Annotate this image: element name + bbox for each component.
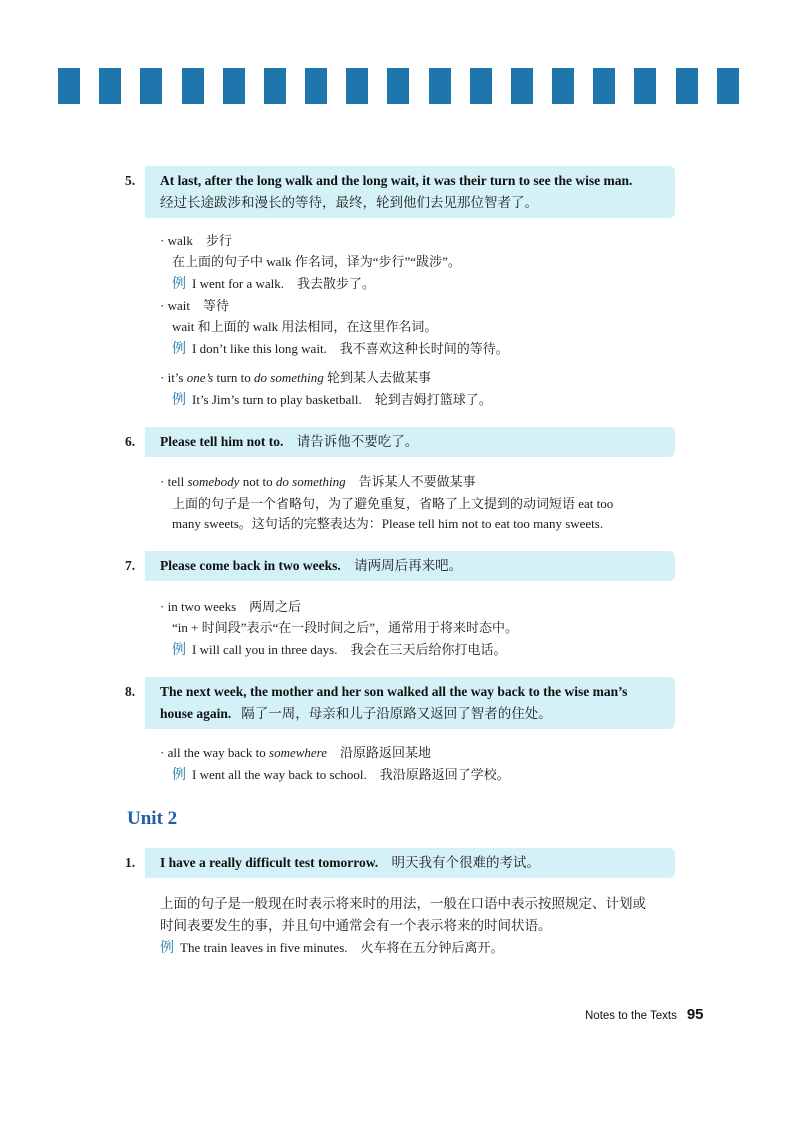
decoration-square: [99, 68, 121, 104]
example-mark: 例: [172, 393, 186, 408]
example-line: [172, 274, 375, 295]
decoration-square: [429, 68, 451, 104]
example-line: [160, 938, 504, 959]
note-text: wait 和上面的 walk 用法相同，在这里作名词。: [172, 319, 438, 334]
decoration-square: [346, 68, 368, 104]
note-heading: [160, 743, 431, 763]
sentence-english: house again.: [160, 706, 232, 721]
item-number: 1.: [125, 855, 136, 870]
sentence-box-unit2-1: [145, 848, 675, 878]
decoration-square: [676, 68, 698, 104]
note-text: “in + 时间段”表示“在一段时间之后”，通常用于将来时态中。: [172, 620, 519, 635]
phrase-part: · tell: [160, 474, 188, 489]
decoration-square: [223, 68, 245, 104]
decoration-square: [305, 68, 327, 104]
phrase-part: not to: [239, 474, 276, 489]
example-text: I will call you in three days. 我会在三天后给你打电话。: [192, 642, 507, 657]
example-line: [172, 390, 492, 411]
page-number: 95: [686, 1006, 704, 1023]
note-heading: [160, 368, 431, 388]
example-line: [172, 765, 510, 786]
note-heading: · in two weeks 两周之后: [160, 599, 302, 614]
decoration-square: [264, 68, 286, 104]
footer-section-title: Notes to the Texts: [585, 1010, 677, 1022]
note-text: many sweets。这句话的完整表达为：Please tell him not to eat too many sweets.: [172, 516, 604, 531]
decoration-square: [58, 68, 80, 104]
item-number: 5.: [125, 173, 136, 188]
item-number: 8.: [125, 684, 136, 699]
example-text: I went for a walk. 我去散步了。: [192, 276, 376, 291]
decoration-square: [511, 68, 533, 104]
phrase-part: turn to: [213, 370, 255, 385]
unit-heading: Unit 2: [127, 808, 178, 829]
sentence-box-7: [145, 551, 675, 581]
decoration-square: [593, 68, 615, 104]
decoration-square: [140, 68, 162, 104]
sentence-english: I have a really difficult test tomorrow.: [160, 855, 379, 870]
phrase-italic: somewhere: [269, 745, 328, 760]
phrase-part: · it’s: [160, 370, 187, 385]
example-text: It’s Jim’s turn to play basketball. 轮到吉姆打篮球了。: [192, 392, 492, 407]
decoration-square: [717, 68, 739, 104]
example-mark: 例: [172, 342, 186, 357]
example-text: I went all the way back to school. 我沿原路返回了学校。: [192, 767, 510, 782]
phrase-italic: do something: [254, 370, 324, 385]
sentence-english: Please tell him not to.: [160, 434, 284, 449]
decoration-square: [182, 68, 204, 104]
example-text: The train leaves in five minutes. 火车将在五分钟后离开。: [180, 940, 504, 955]
sentence-english: Please come back in two weeks.: [160, 558, 341, 573]
decoration-square: [552, 68, 574, 104]
phrase-italic: somebody: [187, 474, 240, 489]
example-mark: 例: [160, 941, 174, 956]
header-decoration-bar: [58, 68, 758, 104]
note-text: 在上面的句子中 walk 作名词，译为“步行”“跋涉”。: [172, 254, 461, 269]
note-heading: · walk 步行: [160, 233, 232, 248]
example-text: I don’t like this long wait. 我不喜欢这种长时间的等待。: [192, 341, 509, 356]
phrase-gloss: 沿原路返回某地: [327, 745, 432, 760]
example-mark: 例: [172, 643, 186, 658]
note-text: 时间表要发生的事，并且句中通常会有一个表示将来的时间状语。: [160, 918, 552, 933]
phrase-gloss: 轮到某人去做某事: [323, 370, 431, 385]
sentence-chinese: 请两周后再来吧。: [354, 558, 463, 573]
sentence-chinese: 隔了一周，母亲和儿子沿原路又返回了智者的住处。: [241, 706, 552, 721]
item-number: 6.: [125, 434, 136, 449]
page-footer: [585, 1006, 704, 1023]
example-line: [172, 339, 509, 360]
sentence-chinese: 请告诉他不要吃了。: [296, 434, 419, 449]
sentence-box-6: [145, 427, 675, 457]
note-text: 上面的句子是一般现在时表示将来时的用法，一般在口语中表示按照规定、计划或: [160, 896, 646, 911]
phrase-italic: do something: [275, 474, 346, 489]
note-heading: · wait 等待: [160, 298, 229, 313]
sentence-chinese: 经过长途跋涉和漫长的等待，最终，轮到他们去见那位智者了。: [160, 195, 538, 210]
example-mark: 例: [172, 277, 186, 292]
decoration-square: [387, 68, 409, 104]
phrase-italic: one’s: [186, 370, 214, 385]
item-number: 7.: [125, 558, 136, 573]
decoration-square: [634, 68, 656, 104]
decoration-square: [470, 68, 492, 104]
note-heading: [160, 472, 476, 492]
sentence-english: The next week, the mother and her son walked all the way back to the wise man’s: [160, 684, 628, 699]
note-text: 上面的句子是一个省略句，为了避免重复，省略了上文提到的动词短语 eat too: [172, 496, 614, 511]
phrase-part: · all the way back to: [160, 745, 270, 760]
sentence-box-8: [145, 677, 675, 729]
example-line: [172, 640, 507, 661]
phrase-gloss: 告诉某人不要做某事: [345, 474, 476, 489]
sentence-box-5: [145, 166, 675, 218]
example-mark: 例: [172, 768, 186, 783]
sentence-chinese: 明天我有个很难的考试。: [391, 855, 540, 870]
sentence-english: At last, after the long walk and the long wait, it was their turn to see the wise man.: [160, 173, 633, 188]
